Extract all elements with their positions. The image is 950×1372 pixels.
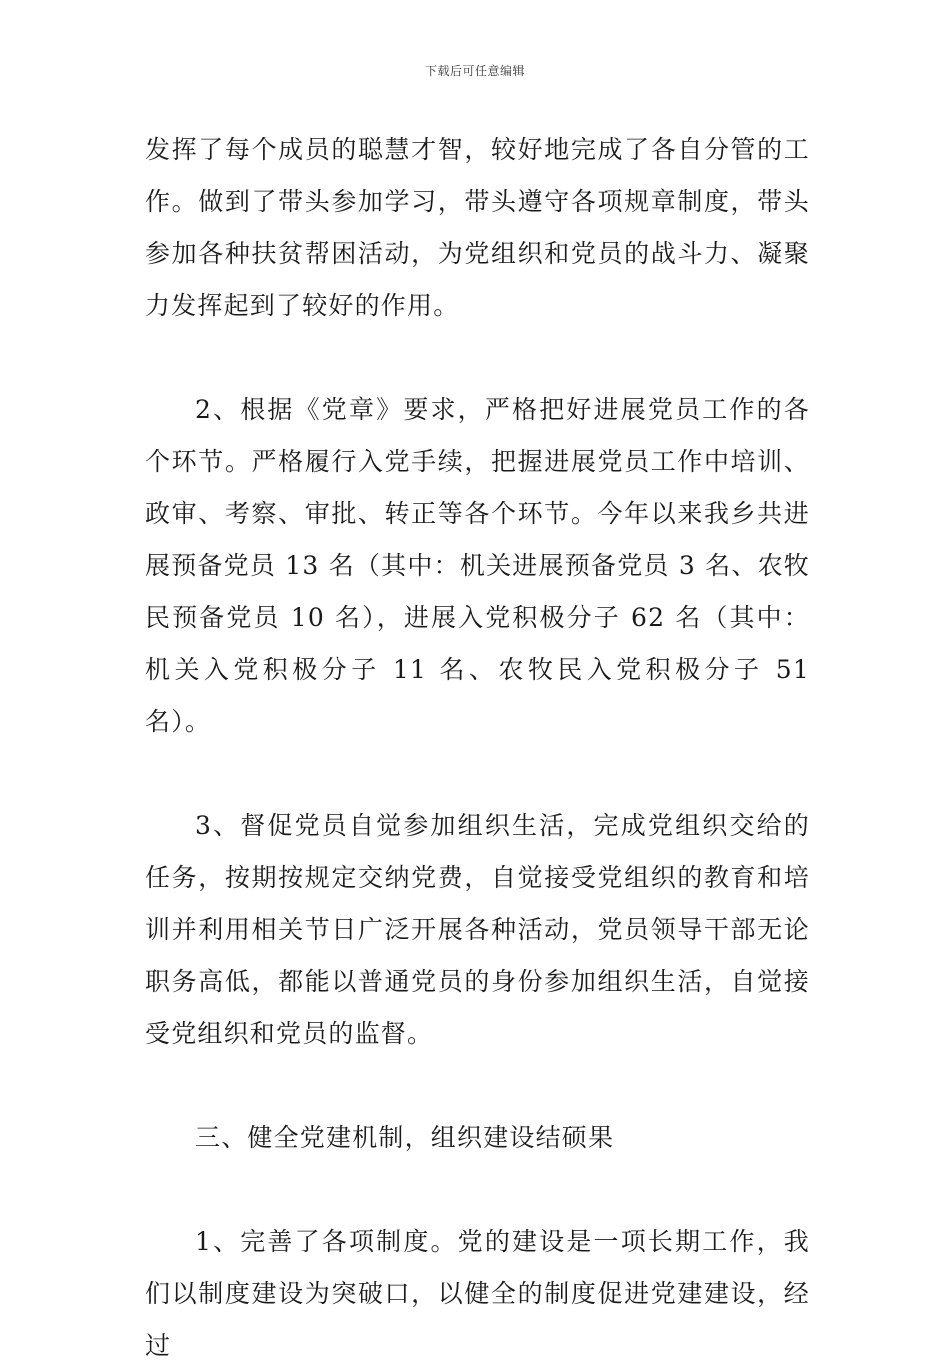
section-heading: 三、健全党建机制，组织建设结硕果	[195, 1123, 615, 1152]
page-header: 下载后可任意编辑	[424, 64, 525, 78]
document-body	[145, 124, 810, 1372]
paragraph-section-item-1: 1、完善了各项制度。党的建设是一项长期工作，我们以制度建设为突破口，以健全的制度促进党建建设，经过	[145, 1227, 810, 1360]
paragraph-item-3: 3、督促党员自觉参加组织生活，完成党组织交给的任务，按期按规定交纳党费，自觉接受党组织的教育和培训并利用相关节日广泛开展各种活动，党员领导干部无论职务高低，都能以普通党员的身份参加组织生活，自觉接受党组织和党员的监督。	[145, 811, 810, 1048]
paragraph-continuation: 发挥了每个成员的聪慧才智，较好地完成了各自分管的工作。做到了带头参加学习，带头遵守各项规章制度，带头参加各种扶贫帮困活动，为党组织和党员的战斗力、凝聚力发挥起到了较好的作用。	[145, 135, 810, 320]
paragraph-item-2: 2、根据《党章》要求，严格把好进展党员工作的各个环节。严格履行入党手续，把握进展党员工作中培训、政审、考察、审批、转正等各个环节。今年以来我乡共进展预备党员 13 名（其中：机关进展预备党员 3 名、农牧民预备党员 10 名），进展入党积极分子 62 名（其中：机关入党积极分子 11 名、农牧民入党积极分子 51 名）。	[145, 395, 810, 736]
